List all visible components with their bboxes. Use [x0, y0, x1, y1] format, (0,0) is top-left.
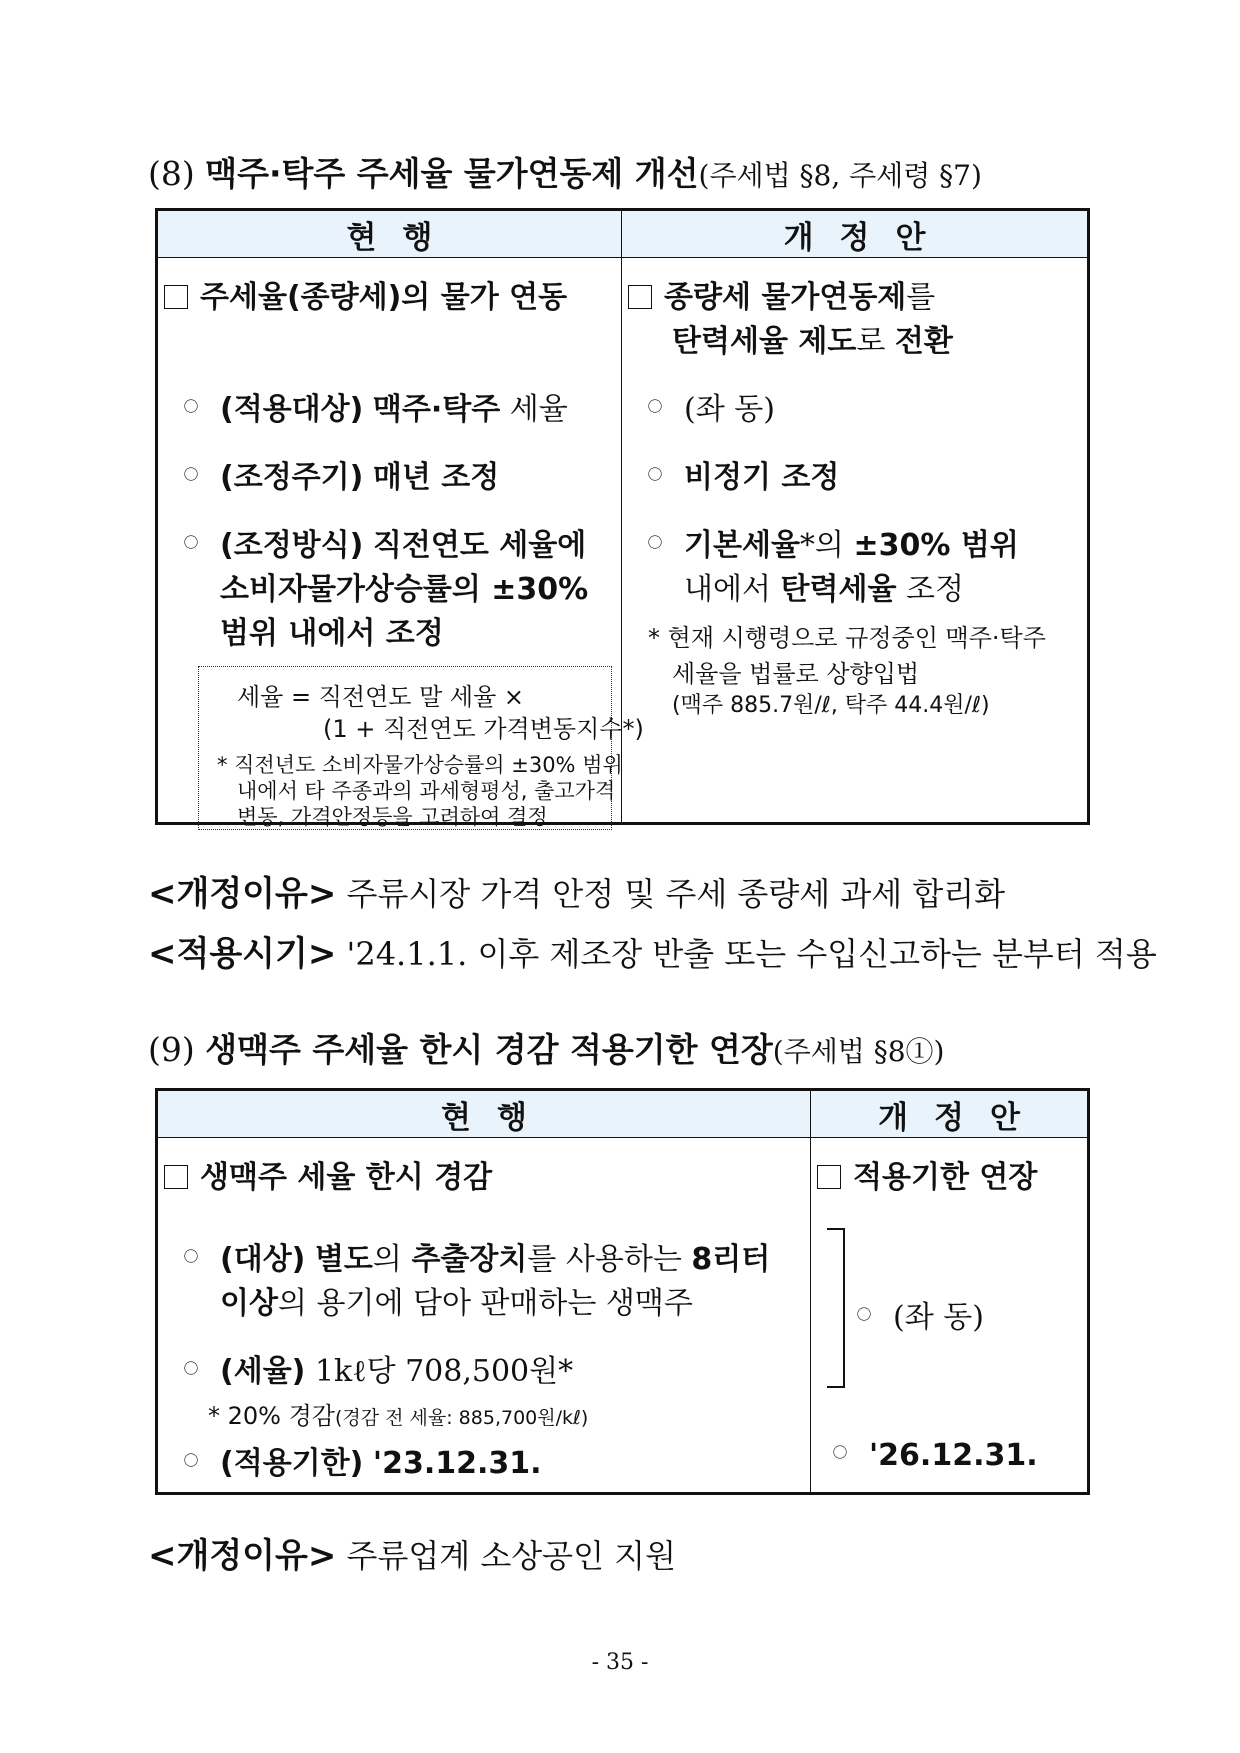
- proposed-cell: [811, 1138, 1089, 1494]
- current-item-target: (적용대상) 맥주·탁주 세율: [180, 384, 568, 428]
- proposed-item-target: (좌 동): [644, 384, 775, 428]
- circle-bullet-icon: [184, 399, 197, 412]
- proposed-item-method-line2: 내에서 탄력세율 조정: [684, 572, 964, 607]
- section-8-heading: 맥주·탁주 주세율 물가연동제 개선: [205, 154, 699, 193]
- current-rate-note: * 20% 경감(경감 전 세율: 885,700원/kℓ): [208, 1402, 589, 1430]
- proposed-item-cycle: 비정기 조정: [644, 452, 839, 496]
- section-8-title: [148, 148, 982, 195]
- proposed-heading-line2: 탄력세율 제도로 전환: [672, 324, 953, 359]
- proposed-note-line2: 세율을 법률로 상향입법: [672, 660, 920, 688]
- bracket-icon: [827, 1228, 845, 1388]
- section-8-apply-period: [148, 926, 1157, 975]
- circle-bullet-icon: [184, 1453, 197, 1466]
- reason-label: <개정이유>: [148, 874, 337, 914]
- formula-note-line3: 변동, 가격안정등을 고려하여 결정: [237, 805, 548, 829]
- formula-box: [198, 666, 644, 830]
- checkbox-square-icon: [817, 1165, 841, 1189]
- circle-bullet-icon: [648, 535, 661, 548]
- proposed-heading: 적용기한 연장: [817, 1152, 1037, 1196]
- reason-label: <개정이유>: [148, 1536, 337, 1576]
- current-item-cycle: (조정주기) 매년 조정: [180, 452, 499, 496]
- section-9-number: (9): [148, 1030, 195, 1069]
- proposed-item-method: 기본세율*의 ±30% 범위: [644, 520, 1019, 564]
- current-cell: [157, 1138, 811, 1494]
- section-9-reference: (주세법 §8①): [772, 1035, 945, 1068]
- formula-note-line1: * 직전년도 소비자물가상승률의 ±30% 범위: [217, 753, 623, 777]
- section-9-title: [148, 1024, 944, 1071]
- formula-line2: (1 + 직전연도 가격변동지수*): [323, 715, 644, 743]
- current-item-target: (대상) 별도의 추출장치를 사용하는 8리터: [180, 1234, 770, 1278]
- circle-bullet-icon: [648, 399, 661, 412]
- checkbox-square-icon: [164, 285, 188, 309]
- section-9-comparison-table: [155, 1088, 1090, 1495]
- current-item-target-line2: 이상의 용기에 담아 판매하는 생맥주: [220, 1286, 693, 1321]
- header-proposed: 개정안: [622, 210, 1089, 258]
- section-9-heading: 생맥주 주세율 한시 경감 적용기한 연장: [205, 1030, 773, 1069]
- proposed-cell: [622, 258, 1089, 824]
- apply-label: <적용시기>: [148, 934, 337, 974]
- current-cell: [157, 258, 644, 829]
- proposed-item-deadline: '26.12.31.: [829, 1438, 1038, 1473]
- proposed-item-same: (좌 동): [853, 1292, 984, 1336]
- circle-bullet-icon: [833, 1445, 846, 1458]
- circle-bullet-icon: [184, 1361, 197, 1374]
- checkbox-square-icon: [628, 285, 652, 309]
- reason-text: 주류시장 가격 안정 및 주세 종량세 과세 합리화: [346, 875, 1006, 913]
- section-8-number: (8): [148, 154, 195, 193]
- reason-text: 주류업계 소상공인 지원: [346, 1537, 676, 1575]
- proposed-note-line1: * 현재 시행령으로 규정중인 맥주·탁주: [648, 624, 1046, 652]
- page-number: - 35 -: [591, 1650, 649, 1675]
- circle-bullet-icon: [184, 1249, 197, 1262]
- section-8-comparison-table: [155, 208, 1090, 829]
- circle-bullet-icon: [857, 1307, 870, 1320]
- circle-bullet-icon: [648, 467, 661, 480]
- current-heading: 생맥주 세율 한시 경감: [164, 1152, 492, 1196]
- checkbox-square-icon: [164, 1165, 188, 1189]
- formula-note-line2: 내에서 타 주종과의 과세형평성, 출고가격: [237, 779, 616, 803]
- circle-bullet-icon: [184, 535, 197, 548]
- section-8-reason: [148, 866, 1005, 915]
- section-9-reason: [148, 1528, 676, 1577]
- header-proposed: 개정안: [811, 1090, 1089, 1138]
- header-current: 현행: [157, 210, 622, 258]
- section-8-reference: (주세법 §8, 주세령 §7): [698, 159, 982, 192]
- proposed-heading: 종량세 물가연동제를: [628, 272, 935, 316]
- current-heading: 주세율(종량세)의 물가 연동: [164, 272, 567, 316]
- current-item-method: (조정방식) 직전연도 세율에: [180, 520, 586, 564]
- current-item-deadline: (적용기한) '23.12.31.: [180, 1438, 542, 1482]
- proposed-note-line3: (맥주 885.7원/ℓ, 탁주 44.4원/ℓ): [672, 693, 990, 718]
- current-item-method-line3: 범위 내에서 조정: [220, 616, 444, 651]
- apply-text: '24.1.1. 이후 제조장 반출 또는 수입신고하는 분부터 적용: [346, 935, 1157, 973]
- header-current: 현행: [157, 1090, 811, 1138]
- circle-bullet-icon: [184, 467, 197, 480]
- current-item-rate: (세율) 1kℓ당 708,500원*: [180, 1346, 573, 1390]
- formula-line1: 세율 = 직전연도 말 세율 ×: [237, 683, 525, 711]
- current-item-method-line2: 소비자물가상승률의 ±30%: [220, 572, 589, 607]
